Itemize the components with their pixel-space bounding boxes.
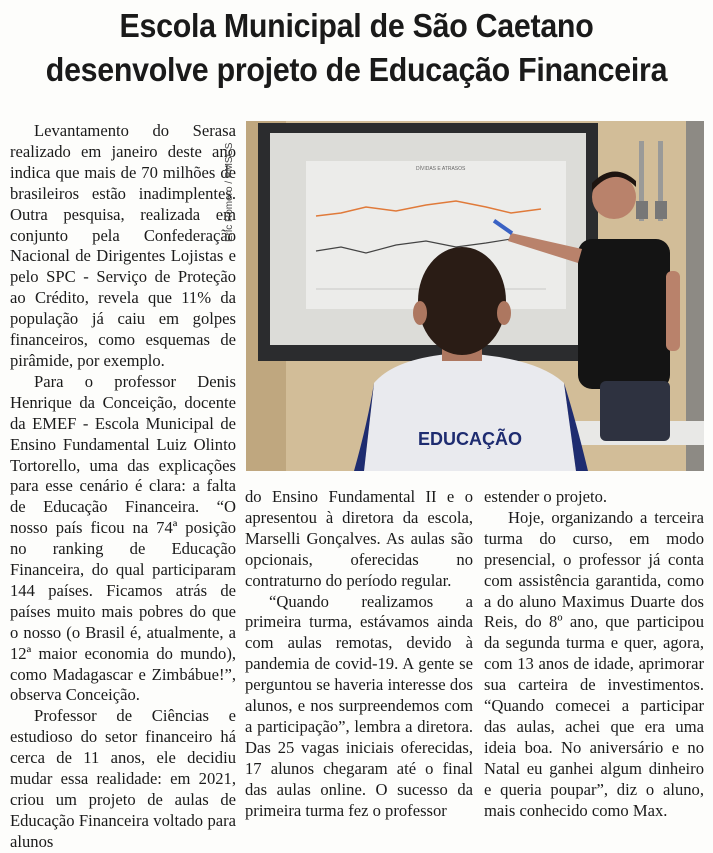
screen-title: DÍVIDAS E ATRASOS bbox=[416, 166, 466, 172]
article-column-1 bbox=[10, 121, 236, 853]
photo-credit: Eric Romero / PMSCS bbox=[224, 142, 235, 242]
article-column-3 bbox=[484, 487, 704, 822]
paragraph: Para o professor Denis Henrique da Conceição, docente da EMEF - Escola Municipal de Ensino Fundamental Luiz Olinto Tortorello, uma das explicações para esse cenário é clara: a falta de Educação Financeira. “O nosso país ficou na 74ª posição no ranking de Educação Financeira, do qual participaram 144 países. Ficamos atrás de países muito mais pobres do que o nosso (o Brasil é, atualmente, a 12ª maior economia do mundo), como Madagascar e Zimbábue!”, observa Conceição. bbox=[10, 371, 236, 705]
shirt-text: EDUCAÇÃO bbox=[417, 429, 523, 449]
paragraph: Hoje, organizando a terceira turma do curso, em modo presencial, o professor já conta com assistência garantida, como a do aluno Maximus Duarte dos Reis, do 8º ano, que participou da segunda turma e quer, agora, com 13 anos de idade, aprimorar sua carteira de investimentos. “Quando comecei a participar das aulas, achei que era uma ideia boa. No aniversário e no Natal eu ganhei algum dinheiro e queria poupar”, diz o aluno, mais conhecido como Max. bbox=[484, 507, 704, 820]
headline bbox=[29, 4, 685, 92]
paragraph: Professor de Ciências e estudioso do setor financeiro há cerca de 11 anos, ele decidiu mudar essa realidade: em 2021, criou um projeto de aulas de Educação Financeira voltado para alunos bbox=[10, 706, 236, 851]
classroom-photo bbox=[246, 121, 704, 471]
paragraph: Levantamento do Serasa realizado em janeiro deste ano indica que mais de 70 milhões de brasileiros estão inadimplentes. Outra pesquisa, realizada em conjunto pela Confederação Nacional de Dirigentes Lojistas e pelo SPC - Serviço de Proteção ao Crédito, revela que 11% da população já caiu em golpes financeiros, como esquemas de pirâmide, por exemplo. bbox=[10, 121, 236, 370]
paragraph: do Ensino Fundamental II e o apresentou à diretora da escola, Marselli Gonçalves. As aulas são opcionais, oferecidas no contraturno do período regular. bbox=[245, 487, 473, 590]
paragraph: “Quando realizamos a primeira turma, estávamos ainda com aulas remotas, devido à pandemia de covid-19. A gente se perguntou se haveria interesse dos alunos, e nos surpreendemos com a participação”, lembra a diretora. Das 25 vagas iniciais oferecidas, 17 alunos chegaram até o final das aulas online. O sucesso da primeira turma fez o professor bbox=[245, 591, 473, 820]
headline-line-2: desenvolve projeto de Educação Financeira bbox=[45, 51, 668, 88]
classroom-photo-icon bbox=[246, 121, 704, 471]
article-column-2 bbox=[245, 487, 473, 822]
paragraph: estender o projeto. bbox=[484, 487, 608, 506]
headline-line-1: Escola Municipal de São Caetano bbox=[119, 7, 594, 44]
